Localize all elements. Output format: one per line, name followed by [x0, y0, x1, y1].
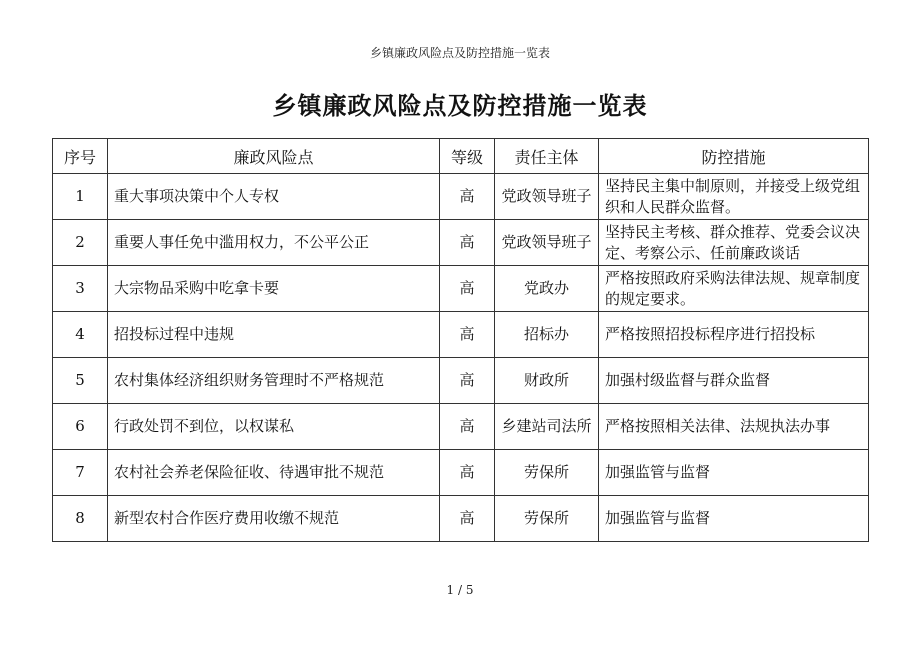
- running-header: 乡镇廉政风险点及防控措施一览表: [369, 46, 550, 60]
- cell-risk: 招投标过程中违规: [108, 312, 440, 358]
- cell-owner: 劳保所: [495, 450, 599, 496]
- column-header-owner: 责任主体: [495, 139, 599, 174]
- column-header-level: 等级: [440, 139, 495, 174]
- cell-owner: 党政领导班子: [495, 174, 599, 220]
- cell-level: 高: [440, 266, 495, 312]
- document-title: 乡镇廉政风险点及防控措施一览表: [272, 92, 648, 120]
- page-number: 1 / 5: [446, 583, 474, 597]
- table-row: [53, 266, 869, 312]
- cell-no: 4: [53, 312, 108, 358]
- cell-risk: 农村社会养老保险征收、待遇审批不规范: [108, 450, 440, 496]
- cell-no: 7: [53, 450, 108, 496]
- cell-level: 高: [440, 404, 495, 450]
- cell-risk: 农村集体经济组织财务管理时不严格规范: [108, 358, 440, 404]
- cell-no: 6: [53, 404, 108, 450]
- cell-measure: 坚持民主考核、群众推荐、党委会议决定、考察公示、任前廉政谈话: [599, 220, 869, 266]
- cell-no: 1: [53, 174, 108, 220]
- table-body: [53, 174, 869, 542]
- cell-level: 高: [440, 174, 495, 220]
- cell-measure: 严格按照政府采购法律法规、规章制度的规定要求。: [599, 266, 869, 312]
- table-row: [53, 450, 869, 496]
- cell-no: 5: [53, 358, 108, 404]
- cell-risk: 行政处罚不到位，以权谋私: [108, 404, 440, 450]
- cell-no: 2: [53, 220, 108, 266]
- cell-no: 8: [53, 496, 108, 542]
- table-row: [53, 220, 869, 266]
- cell-measure: 严格按照相关法律、法规执法办事: [599, 404, 869, 450]
- cell-measure: 加强监管与监督: [599, 496, 869, 542]
- header-row: [53, 139, 869, 174]
- cell-level: 高: [440, 220, 495, 266]
- risk-table: [52, 138, 869, 542]
- cell-owner: 党政领导班子: [495, 220, 599, 266]
- cell-owner: 财政所: [495, 358, 599, 404]
- table-row: [53, 404, 869, 450]
- table-row: [53, 496, 869, 542]
- cell-owner: 招标办: [495, 312, 599, 358]
- column-header-measure: 防控措施: [599, 139, 869, 174]
- table-row: [53, 358, 869, 404]
- cell-risk: 重要人事任免中滥用权力，不公平公正: [108, 220, 440, 266]
- cell-level: 高: [440, 312, 495, 358]
- cell-no: 3: [53, 266, 108, 312]
- cell-owner: 劳保所: [495, 496, 599, 542]
- cell-level: 高: [440, 496, 495, 542]
- cell-owner: 乡建站司法所: [495, 404, 599, 450]
- cell-level: 高: [440, 358, 495, 404]
- cell-level: 高: [440, 450, 495, 496]
- table-row: [53, 174, 869, 220]
- cell-measure: 加强监管与监督: [599, 450, 869, 496]
- cell-risk: 重大事项决策中个人专权: [108, 174, 440, 220]
- cell-owner: 党政办: [495, 266, 599, 312]
- cell-risk: 新型农村合作医疗费用收缴不规范: [108, 496, 440, 542]
- column-header-no: 序号: [53, 139, 108, 174]
- table-row: [53, 312, 869, 358]
- cell-measure: 坚持民主集中制原则，并接受上级党组织和人民群众监督。: [599, 174, 869, 220]
- column-header-risk: 廉政风险点: [108, 139, 440, 174]
- cell-measure: 加强村级监督与群众监督: [599, 358, 869, 404]
- cell-risk: 大宗物品采购中吃拿卡要: [108, 266, 440, 312]
- table-header: [53, 139, 869, 174]
- cell-measure: 严格按照招投标程序进行招投标: [599, 312, 869, 358]
